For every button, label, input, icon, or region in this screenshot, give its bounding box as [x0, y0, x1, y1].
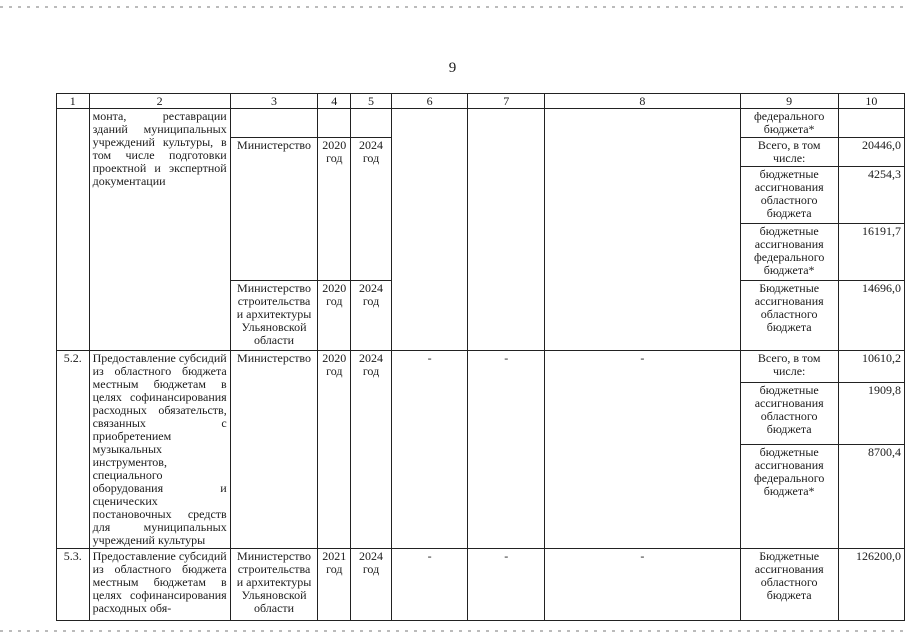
top-scan-edge [0, 6, 905, 8]
item-number-cell [57, 109, 90, 351]
bottom-scan-edge [0, 630, 905, 632]
funding-source-cell: Бюджетные ассигнования областного бюджета [740, 281, 838, 351]
table-row [57, 109, 905, 138]
table-row [57, 351, 905, 383]
amount-cell: 10610,2 [838, 351, 904, 383]
table-row [57, 549, 905, 621]
funding-source-cell: Бюджетные ассигнования областного бюджета [740, 549, 838, 621]
header-cell: 4 [318, 94, 351, 109]
header-cell: 3 [230, 94, 318, 109]
col7-cell: - [468, 549, 545, 621]
executor-cell: Министерство строительства и архитектуры Ульяновской области [230, 281, 318, 351]
col7-cell: - [468, 351, 545, 549]
col7-cell [468, 109, 545, 351]
funding-source-cell: Всего, в том числе: [740, 351, 838, 383]
item-name-cell: монта, реставрации зданий муниципальных учреждений культуры, в том числе подготовки проектной и экспертной документации [89, 109, 230, 351]
item-name-cell: Предоставление субсидий из областного бюджета местным бюджетам в целях софинансирования расходных обязательств, связанных с приобретением музыкальных инструментов, специального оборудования и сценических постановочных средств для муниципальных учреждений культуры [89, 351, 230, 549]
amount-cell: 14696,0 [838, 281, 904, 351]
executor-cell: Министерство [230, 138, 318, 281]
start-year-cell [318, 109, 351, 138]
funding-source-cell: бюджетные ассигнования областного бюджета [740, 382, 838, 444]
amount-cell: 16191,7 [838, 224, 904, 281]
col8-cell: - [545, 351, 741, 549]
header-cell: 5 [351, 94, 392, 109]
page-number: 9 [448, 60, 457, 76]
funding-source-cell: Всего, в том числе: [740, 138, 838, 167]
program-table [56, 93, 905, 621]
end-year-cell: 2024 год [351, 549, 392, 621]
funding-source-cell: бюджетные ассигнования федерального бюджета* [740, 224, 838, 281]
end-year-cell: 2024 год [351, 351, 392, 549]
amount-cell: 20446,0 [838, 138, 904, 167]
funding-source-cell: бюджетные ассигнования областного бюджета [740, 167, 838, 224]
header-cell: 8 [545, 94, 741, 109]
header-cell: 1 [57, 94, 90, 109]
amount-cell: 8700,4 [838, 444, 904, 548]
col6-cell [391, 109, 468, 351]
start-year-cell: 2021 год [318, 549, 351, 621]
col8-cell: - [545, 549, 741, 621]
item-name-cell: Предоставление субсидий из областного бюджета местным бюджетам в целях софинансирования расходных обя- [89, 549, 230, 621]
end-year-cell: 2024 год [351, 281, 392, 351]
header-cell: 7 [468, 94, 545, 109]
executor-cell: Министерство [230, 351, 318, 549]
amount-cell: 1909,8 [838, 382, 904, 444]
amount-cell: 4254,3 [838, 167, 904, 224]
executor-cell [230, 109, 318, 138]
funding-source-cell: федерального бюджета* [740, 109, 838, 138]
end-year-cell [351, 109, 392, 138]
col8-cell [545, 109, 741, 351]
end-year-cell: 2024 год [351, 138, 392, 281]
header-cell: 9 [740, 94, 838, 109]
executor-cell: Министерство строительства и архитектуры Ульяновской области [230, 549, 318, 621]
item-number-cell: 5.3. [57, 549, 90, 621]
start-year-cell: 2020 год [318, 281, 351, 351]
start-year-cell: 2020 год [318, 351, 351, 549]
start-year-cell: 2020 год [318, 138, 351, 281]
funding-source-cell: бюджетные ассигнования федерального бюджета* [740, 444, 838, 548]
amount-cell [838, 109, 904, 138]
col6-cell: - [391, 351, 468, 549]
item-number-cell: 5.2. [57, 351, 90, 549]
col6-cell: - [391, 549, 468, 621]
table-header-row [57, 94, 905, 109]
header-cell: 2 [89, 94, 230, 109]
header-cell: 10 [838, 94, 904, 109]
header-cell: 6 [391, 94, 468, 109]
amount-cell: 126200,0 [838, 549, 904, 621]
